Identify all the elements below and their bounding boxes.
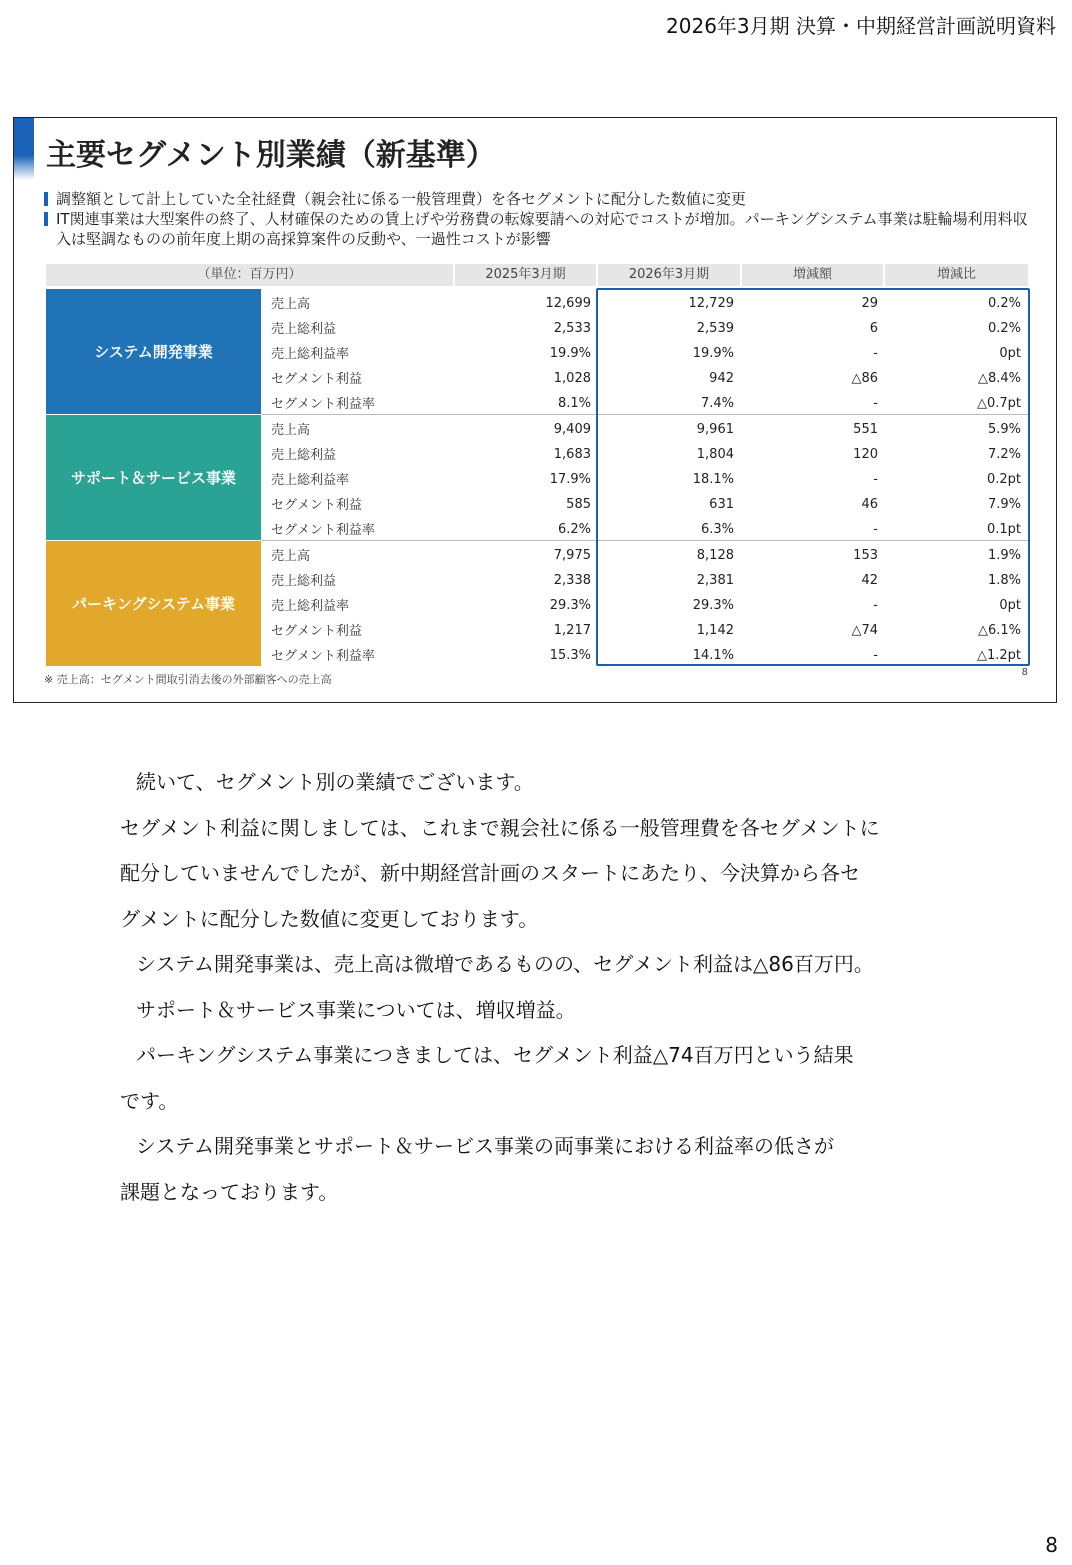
header-unit: （単位：百万円） bbox=[46, 264, 453, 286]
cell-ratio: 7.9% bbox=[987, 497, 1021, 512]
cell-ratio: 1.9% bbox=[987, 548, 1021, 563]
cell-fy2026: 6.3% bbox=[700, 522, 734, 537]
cell-ratio: 0pt bbox=[999, 598, 1021, 613]
cell-diff: 153 bbox=[853, 548, 878, 563]
cell-fy2025: 29.3% bbox=[549, 598, 591, 613]
notes-line: 続いて、セグメント別の業績でございます。 bbox=[136, 770, 534, 794]
cell-fy2025: 12,699 bbox=[545, 296, 591, 311]
metric-label: セグメント利益 bbox=[271, 372, 362, 387]
cell-fy2025: 585 bbox=[566, 497, 591, 512]
cell-ratio: △6.1% bbox=[977, 623, 1021, 638]
cell-fy2026: 631 bbox=[709, 497, 734, 512]
cell-fy2025: 19.9% bbox=[549, 346, 591, 361]
metric-label: 売上総利益率 bbox=[271, 347, 350, 362]
metric-label: セグメント利益率 bbox=[271, 397, 375, 412]
cell-fy2026: 8,128 bbox=[696, 548, 734, 563]
cell-fy2026: 14.1% bbox=[692, 648, 734, 663]
cell-ratio: 0pt bbox=[999, 346, 1021, 361]
table-header-row bbox=[46, 264, 1028, 286]
cell-fy2025: 8.1% bbox=[557, 396, 591, 411]
header-ratio: 増減比 bbox=[885, 264, 1028, 286]
bullet-list bbox=[44, 189, 1034, 249]
cell-fy2026: 2,539 bbox=[696, 321, 734, 336]
fy2026-highlight-box bbox=[596, 288, 1030, 666]
metric-label: セグメント利益率 bbox=[271, 649, 375, 664]
cell-diff: 42 bbox=[861, 573, 878, 588]
notes-line: パーキングシステム事業につきましては、セグメント利益△74百万円という結果 bbox=[136, 1043, 854, 1067]
cell-fy2026: 1,142 bbox=[696, 623, 734, 638]
cell-fy2025: 1,217 bbox=[553, 623, 591, 638]
cell-diff: - bbox=[873, 522, 878, 537]
notes-line: です。 bbox=[120, 1088, 179, 1113]
bullet-item: 調整額として計上していた全社経費（親会社に係る一般管理費）を各セグメントに配分した数値に変更 bbox=[44, 189, 1034, 209]
cell-fy2026: 9,961 bbox=[696, 422, 734, 437]
cell-ratio: 0.1pt bbox=[986, 522, 1021, 537]
metric-label: セグメント利益率 bbox=[271, 523, 375, 538]
cell-fy2025: 6.2% bbox=[557, 522, 591, 537]
cell-ratio: 7.2% bbox=[987, 447, 1021, 462]
slide-page-number: 8 bbox=[1021, 667, 1028, 678]
metric-label: セグメント利益 bbox=[271, 498, 362, 513]
cell-fy2025: 1,028 bbox=[553, 371, 591, 386]
segment-label: パーキングシステム事業 bbox=[46, 541, 261, 666]
slide bbox=[13, 117, 1057, 703]
notes-line: システム開発事業は、売上高は微増であるものの、セグメント利益は△86百万円。 bbox=[136, 952, 874, 976]
cell-fy2025: 2,533 bbox=[553, 321, 591, 336]
segment-label: システム開発事業 bbox=[46, 289, 261, 414]
cell-diff: - bbox=[873, 472, 878, 487]
metric-label: 売上高 bbox=[271, 297, 311, 312]
cell-fy2025: 17.9% bbox=[549, 472, 591, 487]
cell-diff: 29 bbox=[861, 296, 878, 311]
document-header: 2026年3月期 決算・中期経営計画説明資料 bbox=[666, 14, 1056, 38]
notes-line: セグメント利益に関しましては、これまで親会社に係る一般管理費を各セグメントに bbox=[120, 815, 880, 840]
cell-ratio: △8.4% bbox=[977, 371, 1021, 386]
metric-label: 売上総利益率 bbox=[271, 473, 350, 488]
cell-diff: - bbox=[873, 598, 878, 613]
metric-label: 売上高 bbox=[271, 423, 311, 438]
speaker-notes bbox=[120, 760, 1000, 1215]
metric-label: セグメント利益 bbox=[271, 624, 362, 639]
cell-diff: 120 bbox=[853, 447, 878, 462]
cell-fy2026: 12,729 bbox=[688, 296, 734, 311]
bullet-item: IT関連事業は大型案件の終了、人材確保のための賃上げや労務費の転嫁要請への対応でコストが増加。パーキングシステム事業は駐輪場利用料収入は堅調なものの前年度上期の高採算案件の反動や、一過性コストが影響 bbox=[44, 209, 1034, 249]
cell-ratio: 5.9% bbox=[987, 422, 1021, 437]
title-accent-bar bbox=[14, 118, 34, 180]
cell-fy2025: 15.3% bbox=[549, 648, 591, 663]
metric-label: 売上総利益 bbox=[271, 448, 337, 463]
cell-diff: △86 bbox=[851, 371, 878, 386]
metric-label: 売上総利益 bbox=[271, 322, 337, 337]
cell-fy2025: 2,338 bbox=[553, 573, 591, 588]
cell-diff: 46 bbox=[861, 497, 878, 512]
cell-fy2025: 7,975 bbox=[553, 548, 591, 563]
cell-diff: - bbox=[873, 346, 878, 361]
cell-fy2026: 2,381 bbox=[696, 573, 734, 588]
cell-ratio: 0.2% bbox=[987, 296, 1021, 311]
notes-line: 課題となっております。 bbox=[120, 1179, 339, 1204]
footnote: ※ 売上高：セグメント間取引消去後の外部顧客への売上高 bbox=[44, 673, 332, 686]
page-number: 8 bbox=[1045, 1533, 1058, 1557]
header-fy2026: 2026年3月期 bbox=[598, 264, 740, 286]
metric-label: 売上高 bbox=[271, 549, 311, 564]
cell-fy2026: 1,804 bbox=[696, 447, 734, 462]
header-diff: 増減額 bbox=[742, 264, 883, 286]
cell-ratio: △0.7pt bbox=[976, 396, 1021, 411]
notes-line: 配分していませんでしたが、新中期経営計画のスタートにあたり、今決算から各セ bbox=[120, 861, 860, 885]
cell-fy2025: 9,409 bbox=[553, 422, 591, 437]
metric-label: 売上総利益率 bbox=[271, 599, 350, 614]
cell-diff: 551 bbox=[853, 422, 878, 437]
notes-line: サポート＆サービス事業については、増収増益。 bbox=[136, 997, 576, 1022]
cell-fy2026: 18.1% bbox=[692, 472, 734, 487]
cell-diff: △74 bbox=[851, 623, 878, 638]
metric-label: 売上総利益 bbox=[271, 574, 337, 589]
cell-diff: - bbox=[873, 648, 878, 663]
cell-fy2026: 942 bbox=[709, 371, 734, 386]
cell-fy2026: 29.3% bbox=[692, 598, 734, 613]
cell-diff: - bbox=[873, 396, 878, 411]
cell-ratio: 1.8% bbox=[987, 573, 1021, 588]
cell-diff: 6 bbox=[869, 321, 878, 336]
cell-fy2026: 7.4% bbox=[700, 396, 734, 411]
notes-line: グメントに配分した数値に変更しております。 bbox=[120, 906, 539, 931]
cell-fy2025: 1,683 bbox=[553, 447, 591, 462]
slide-title: 主要セグメント別業績（新基準） bbox=[46, 138, 496, 173]
cell-ratio: 0.2pt bbox=[986, 472, 1021, 487]
segment-label: サポート＆サービス事業 bbox=[46, 415, 261, 540]
cell-ratio: 0.2% bbox=[987, 321, 1021, 336]
notes-line: システム開発事業とサポート＆サービス事業の両事業における利益率の低さが bbox=[136, 1134, 834, 1158]
header-fy2025: 2025年3月期 bbox=[455, 264, 596, 286]
cell-ratio: △1.2pt bbox=[976, 648, 1021, 663]
cell-fy2026: 19.9% bbox=[692, 346, 734, 361]
